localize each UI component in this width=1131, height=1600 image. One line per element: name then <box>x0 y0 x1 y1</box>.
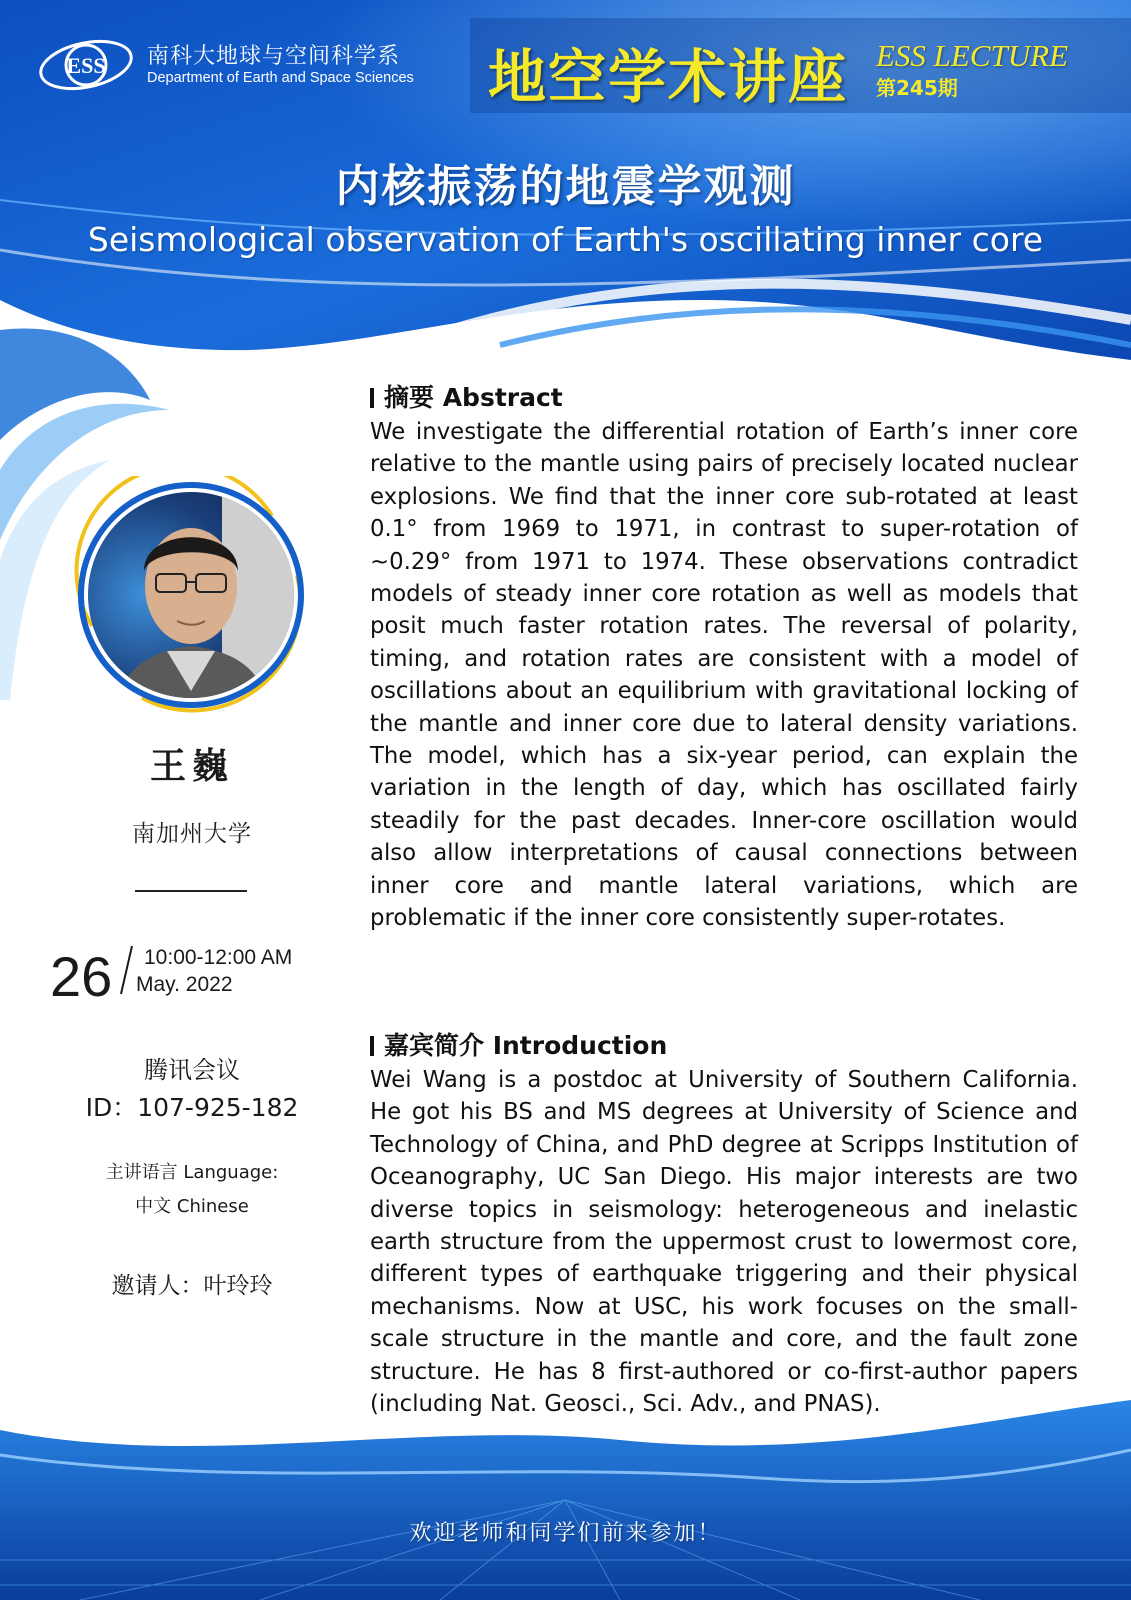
event-month-year: May. 2022 <box>136 973 233 996</box>
series-title-cn: 地空学术讲座 <box>488 43 849 111</box>
heading-bar <box>370 388 374 408</box>
divider-line <box>135 890 247 892</box>
date-day: 26 <box>50 945 113 1008</box>
speaker-portrait <box>72 476 310 714</box>
abstract-text: We investigate the differential rotation of Earth’s inner core relative to the mantle using pairs of precisely located nuclear explosions. We find that the inner core sub-rotated at least 0.1° from 1969 to 1971, in contrast to super-rotation of ~0.29° from 1971 to 1974. These observations contradict models of steady inner core rotation as well as models that posit much faster rotation rates. The reversal of polarity, timing, and rotation rates are consistent with a model of oscillations about an equilibrium with gravitational locking of the mantle and inner core due to lateral density variations. The model, which has a six-year period, can explain the variation in the length of day, which has oscillated fairly steadily for the past decades. Inner-core oscillation would also allow interpretations of causal connections between inner core and mantle lateral variations, which are problematic if the inner core consistently super-rotates. <box>370 419 1078 932</box>
issue-number: 第245期 <box>876 76 958 100</box>
inviter: 邀请人：叶玲玲 <box>111 1273 273 1299</box>
language-value: 中文 Chinese <box>135 1196 249 1217</box>
ess-logo <box>36 34 136 96</box>
talk-title-cn: 内核振荡的地震学观测 <box>335 161 796 212</box>
abstract-heading <box>370 378 563 414</box>
speaker-affiliation: 南加州大学 <box>132 821 252 847</box>
speaker-name: 王巍 <box>149 746 234 787</box>
introduction-heading-text: 嘉宾简介 Introduction <box>384 1031 668 1060</box>
department-name-en: Department of Earth and Space Sciences <box>147 70 414 86</box>
introduction-text: Wei Wang is a postdoc at University of Southern California. He got his BS and MS degrees at University of Science and Technology of China, and PhD degree at Scripps Institution of Oceanography, UC San Diego. His major interests are two diverse topics in seismology: heterogeneous and inelastic earth structure from the uppermost crust to lowermost core, different types of earthquake triggering and their physical mechanisms. Now at USC, his work focuses on the small-scale structure in the mantle and core, and the fault zone structure. He has 8 first-authored or co-first-author papers (including Nat. Geosci., Sci. Adv., and PNAS). <box>370 1067 1078 1418</box>
introduction-heading <box>370 1026 667 1062</box>
footer-welcome: 欢迎老师和同学们前来参加！ <box>409 1521 722 1546</box>
event-time: 10:00-12:00 AM <box>144 946 293 969</box>
department-name-cn: 南科大地球与空间科学系 <box>147 44 401 69</box>
talk-title-en: Seismological observation of Earth's oscillating inner core <box>87 220 1044 259</box>
meeting-platform: 腾讯会议 <box>144 1056 240 1084</box>
date-slash <box>119 944 133 996</box>
series-title-en: ESS LECTURE <box>876 38 1069 73</box>
svg-text:ESS: ESS <box>66 53 106 78</box>
meeting-id: ID：107-925-182 <box>85 1093 299 1122</box>
language-label: 主讲语言 Language: <box>105 1162 279 1183</box>
heading-bar <box>370 1036 374 1056</box>
abstract-heading-text: 摘要 Abstract <box>384 383 563 412</box>
